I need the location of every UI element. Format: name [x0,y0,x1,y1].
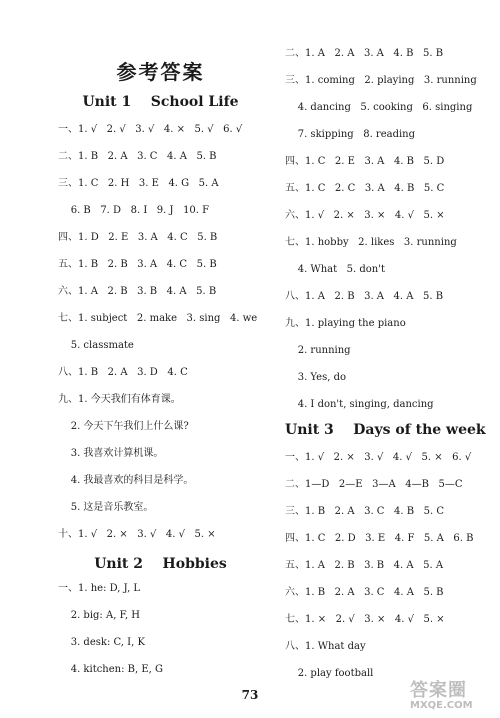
answer-line: 5. 这是音乐教室。 [58,502,154,513]
answer-line: 八、1. What day [285,641,366,652]
answer-line: 5. classmate [58,340,134,351]
answer-line: 4. kitchen: B, E, G [58,664,164,675]
answer-line: 九、1. playing the piano [285,318,406,329]
answer-line: 四、1. D 2. E 3. A 4. C 5. B [58,232,218,243]
answer-line: 3. 我喜欢计算机课。 [58,448,164,459]
answer-line: 四、1. C 2. D 3. E 4. F 5. A 6. B [285,533,474,544]
answer-line: 7. skipping 8. reading [285,129,416,140]
page-title: 参考答案 [116,60,205,84]
answer-line: 一、1. √ 2. × 3. √ 4. √ 5. × 6. √ [285,452,472,463]
page-number: 73 [241,688,259,702]
answer-line: 七、1. subject 2. make 3. sing 4. we [58,313,258,324]
unit-heading: Unit 3 Days of the week [285,422,486,438]
answer-line: 八、1. B 2. A 3. D 4. C [58,367,188,378]
answer-line: 一、1. he: D, J, L [58,583,141,594]
answer-line: 2. big: A, F, H [58,610,141,621]
answer-line: 3. Yes, do [285,372,346,383]
answer-line: 六、1. B 2. A 3. C 4. A 5. B [285,587,444,598]
answer-line: 七、1. hobby 2. likes 3. running [285,237,457,248]
answer-line: 4. dancing 5. cooking 6. singing [285,102,473,113]
answer-line: 2. running [285,345,351,356]
answer-line: 三、1. coming 2. playing 3. running [285,75,477,86]
answer-line: 五、1. C 2. C 3. A 4. B 5. C [285,183,445,194]
answer-line: 4. What 5. don't [285,264,386,275]
answer-line: 十、1. √ 2. × 3. √ 4. √ 5. × [58,529,216,540]
watermark-logo [410,676,496,716]
answer-line: 3. desk: C, I, K [58,637,145,648]
answer-line: 七、1. × 2. √ 3. × 4. √ 5. × [285,614,445,625]
answer-line: 六、1. √ 2. × 3. × 4. √ 5. × [285,210,445,221]
answer-line: 二、1—D 2—E 3—A 4—B 5—C [285,479,463,490]
answer-line: 二、1. B 2. A 3. C 4. A 5. B [58,151,217,162]
answer-line: 五、1. A 2. B 3. B 4. A 5. A [285,560,444,571]
answer-line: 八、1. A 2. B 3. A 4. A 5. B [285,291,444,302]
answer-line: 2. 今天下午我们上什么课? [58,421,189,432]
answer-line: 一、1. √ 2. √ 3. √ 4. × 5. √ 6. √ [58,124,243,135]
answer-line: 九、1. 今天我们有体育课。 [58,394,181,405]
unit-heading: Unit 2 Hobbies [94,556,227,572]
answer-line: 2. play football [285,668,374,679]
watermark-logo-text: 答案圈 [410,680,467,701]
answer-line: 4. 我最喜欢的科目是科学。 [58,475,194,486]
answer-line: 三、1. B 2. A 3. C 4. B 5. C [285,506,444,517]
answer-line: 二、1. A 2. A 3. A 4. B 5. B [285,48,444,59]
answer-line: 六、1. A 2. B 3. B 4. A 5. B [58,286,217,297]
answer-line: 四、1. C 2. E 3. A 4. B 5. D [285,156,445,167]
unit-heading: Unit 1 School Life [82,94,239,110]
answer-line: 五、1. B 2. B 3. A 4. C 5. B [58,259,217,270]
answer-line: 6. B 7. D 8. I 9. J 10. F [58,205,210,216]
watermark-url: MXQE.COM [410,700,473,711]
answer-line: 4. I don't, singing, dancing [285,399,434,410]
answer-line: 三、1. C 2. H 3. E 4. G 5. A [58,178,219,189]
